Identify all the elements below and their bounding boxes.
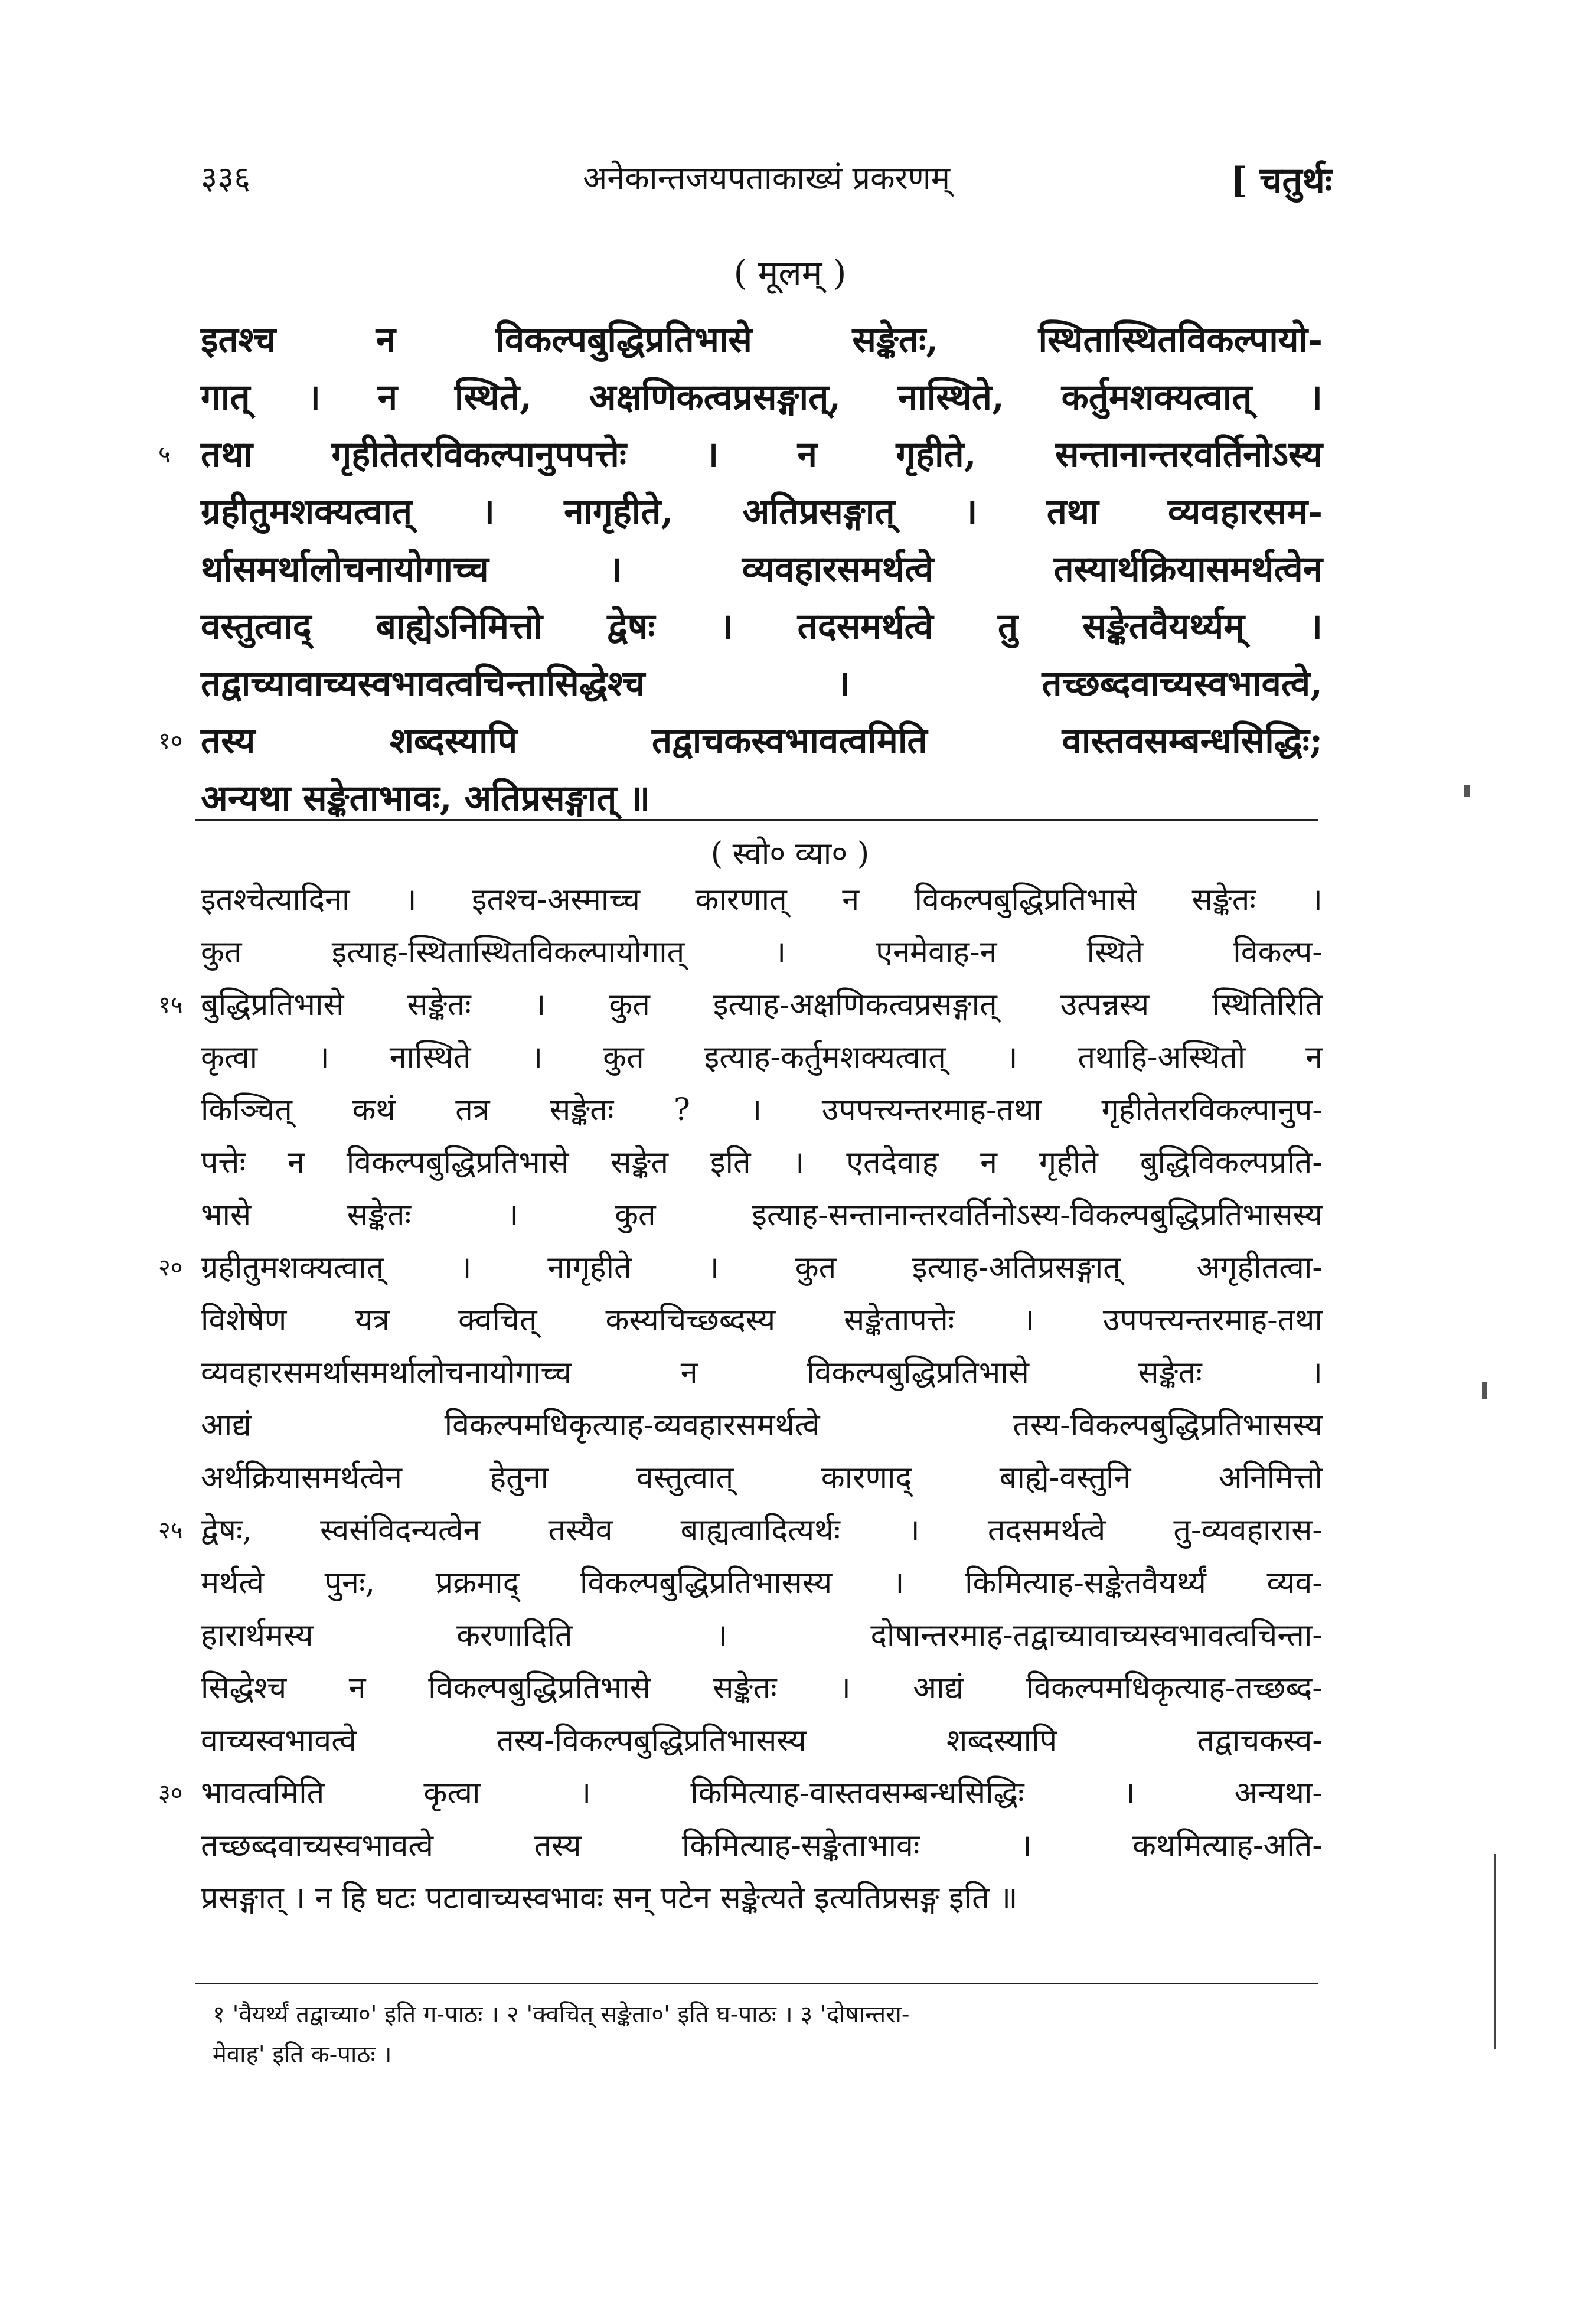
- line-text: सिद्धेश्च न विकल्पबुद्धिप्रतिभासे सङ्केतः । आद्यं विकल्पमधिकृत्याह-तच्छब्द-: [201, 1670, 1323, 1706]
- line-text: ग्रहीतुमशक्यत्वात् । नागृहीते । कुत इत्याह-अतिप्रसङ्गात् अगृहीतत्वा-: [201, 1250, 1323, 1285]
- text-line: [201, 1294, 1323, 1347]
- text-line: [201, 598, 1323, 655]
- running-header: [201, 155, 1332, 208]
- text-line: [201, 1189, 1323, 1242]
- line-text: तस्य शब्दस्यापि तद्वाचकस्वभावत्वमिति वास्तवसम्बन्धसिद्धिः;: [201, 720, 1323, 762]
- footnote-divider: [195, 1983, 1318, 1984]
- text-line: [201, 1557, 1323, 1610]
- line-text: अर्थक्रियासमर्थत्वेन हेतुना वस्तुत्वात् कारणाद् बाह्ये-वस्तुनि अनिमित्तो: [201, 1460, 1323, 1496]
- text-line: [201, 369, 1323, 426]
- line-text: व्यवहारसमर्थासमर्थालोचनायोगाच्च न विकल्पबुद्धिप्रतिभासे सङ्केतः ।: [201, 1355, 1323, 1391]
- text-line: [201, 1820, 1323, 1872]
- text-line: [201, 1137, 1323, 1189]
- text-line: [158, 1242, 1323, 1294]
- line-text: किञ्चित् कथं तत्र सङ्केतः ? । उपपत्त्यन्तरमाह-तथा गृहीतेतरविकल्पानुप-: [201, 1092, 1323, 1128]
- line-text: प्रसङ्गात् । न हि घटः पटावाच्यस्वभावः सन् पटेन सङ्केत्यते इत्यतिप्रसङ्ग इति ॥: [201, 1881, 1018, 1916]
- line-number: ३०: [158, 1780, 183, 1807]
- text-line: [158, 1504, 1323, 1557]
- text-line: [201, 874, 1323, 926]
- line-text: अन्यथा सङ्केताभावः, अतिप्रसङ्गात् ॥: [201, 778, 651, 819]
- line-text: बुद्धिप्रतिभासे सङ्केतः । कुत इत्याह-अक्षणिकत्वप्रसङ्गात् उत्पन्नस्य स्थितिरिति: [201, 987, 1323, 1023]
- footnotes: [213, 1995, 1334, 2075]
- line-text: भासे सङ्केतः । कुत इत्याह-सन्तानान्तरवर्तिनोऽस्य-विकल्पबुद्धिप्रतिभासस्य: [201, 1197, 1323, 1233]
- line-text: ग्रहीतुमशक्यत्वात् । नागृहीते, अतिप्रसङ्गात् । तथा व्यवहारसम-: [201, 491, 1323, 533]
- line-text: हारार्थमस्य करणादिति । दोषान्तरमाह-तद्वाच्यावाच्यस्वभावत्वचिन्ता-: [201, 1618, 1323, 1653]
- line-text: विशेषेण यत्र क्वचित् कस्यचिच्छब्दस्य सङ्केतापत्तेः । उपपत्त्यन्तरमाह-तथा: [201, 1303, 1323, 1338]
- line-text: कृत्वा । नास्थिते । कुत इत्याह-कर्तुमशक्यत्वात् । तथाहि-अस्थितो न: [201, 1040, 1323, 1075]
- footnote-line: मेवाह' इति क-पाठः ।: [213, 2041, 392, 2068]
- running-title: अनेकान्तजयपताकाख्यं प्रकरणम्: [582, 159, 951, 197]
- line-text: गात् । न स्थिते, अक्षणिकत्वप्रसङ्गात्, नास्थिते, कर्तुमशक्यत्वात् ।: [201, 377, 1323, 418]
- line-text: इतश्चेत्यादिना । इतश्च-अस्माच्च कारणात् न विकल्पबुद्धिप्रतिभासे सङ्केतः ।: [201, 882, 1323, 918]
- line-text: भावत्वमिति कृत्वा । किमित्याह-वास्तवसम्बन्धसिद्धिः । अन्यथा-: [201, 1775, 1323, 1811]
- line-number: १०: [158, 727, 183, 755]
- mula-heading: ( मूलम् ): [733, 253, 847, 293]
- page-edge-mark: [1464, 785, 1470, 797]
- line-text: आद्यं विकल्पमधिकृत्याह-व्यवहारसमर्थत्वे तस्य-विकल्पबुद्धिप्रतिभासस्य: [201, 1408, 1323, 1443]
- line-text: कुत इत्याह-स्थितास्थितविकल्पायोगात् । एनमेवाह-न स्थिते विकल्प-: [201, 935, 1323, 970]
- line-number: १५: [158, 991, 183, 1019]
- text-line: [201, 1662, 1323, 1715]
- section-divider: [195, 819, 1318, 821]
- footnote-line: १ 'वैयर्थ्यं तद्वाच्या०' इति ग-पाठः । २ 'क्वचित् सङ्केता०' इति घ-पाठः । ३ 'दोषान्तरा-: [213, 2001, 910, 2028]
- line-text: पत्तेः न विकल्पबुद्धिप्रतिभासे सङ्केत इति । एतदेवाह न गृहीते बुद्धिविकल्पप्रति-: [201, 1145, 1323, 1180]
- line-text: तथा गृहीतेतरविकल्पानुपपत्तेः । न गृहीते, सन्तानान्तरवर्तिनोऽस्य: [201, 434, 1323, 475]
- text-line: [158, 713, 1323, 770]
- page-number: ३३६: [201, 159, 251, 197]
- text-line: [158, 426, 1323, 484]
- text-line: [201, 484, 1323, 541]
- commentary-text-block: [158, 874, 1323, 1925]
- text-line: [201, 312, 1323, 369]
- page-edge-mark: [1482, 1382, 1487, 1399]
- text-line: [201, 541, 1323, 598]
- text-line: [158, 979, 1323, 1032]
- vyakhya-heading: ( स्वो० व्या० ): [710, 836, 870, 872]
- text-line: [201, 1452, 1323, 1504]
- text-line: [201, 1399, 1323, 1452]
- text-line: [201, 1084, 1323, 1137]
- text-line: [201, 1032, 1323, 1084]
- line-text: वस्तुत्वाद् बाह्येऽनिमित्तो द्वेषः । तदसमर्थत्वे तु सङ्केतवैयर्थ्यम् ।: [201, 606, 1323, 647]
- text-line: [201, 1715, 1323, 1767]
- text-line: [201, 1610, 1323, 1662]
- section-marker: [ चतुर्थः: [1230, 160, 1332, 201]
- line-text: तद्वाच्यावाच्यस्वभावत्वचिन्तासिद्धेश्च । तच्छब्दवाच्यस्वभावत्वे,: [201, 663, 1323, 704]
- text-line: [201, 655, 1323, 713]
- line-text: तच्छब्दवाच्यस्वभावत्वे तस्य किमित्याह-सङ्केताभावः । कथमित्याह-अति-: [201, 1828, 1323, 1863]
- text-line: [201, 926, 1323, 979]
- text-line: [158, 1767, 1323, 1820]
- line-text: वाच्यस्वभावत्वे तस्य-विकल्पबुद्धिप्रतिभासस्य शब्दस्यापि तद्वाचकस्व-: [201, 1723, 1323, 1758]
- line-number: २५: [158, 1517, 183, 1544]
- line-text: र्थासमर्थालोचनायोगाच्च । व्यवहारसमर्थत्वे तस्यार्थक्रियासमर्थत्वेन: [201, 549, 1323, 590]
- line-number: २०: [158, 1254, 183, 1281]
- line-number: ५: [158, 441, 171, 468]
- page-edge-line: [1494, 1854, 1496, 2049]
- line-text: द्वेषः, स्वसंविदन्यत्वेन तस्यैव बाह्यत्वादित्यर्थः । तदसमर्थत्वे तु-व्यवहारास-: [201, 1513, 1323, 1548]
- mula-text-block: [158, 312, 1323, 827]
- line-text: मर्थत्वे पुनः, प्रक्रमाद् विकल्पबुद्धिप्रतिभासस्य । किमित्याह-सङ्केतवैयर्थ्यं व्यव-: [201, 1565, 1323, 1601]
- text-line: [201, 1872, 1323, 1925]
- text-line: [201, 1347, 1323, 1399]
- line-text: इतश्च न विकल्पबुद्धिप्रतिभासे सङ्केतः, स्थितास्थितविकल्पायो-: [201, 319, 1323, 361]
